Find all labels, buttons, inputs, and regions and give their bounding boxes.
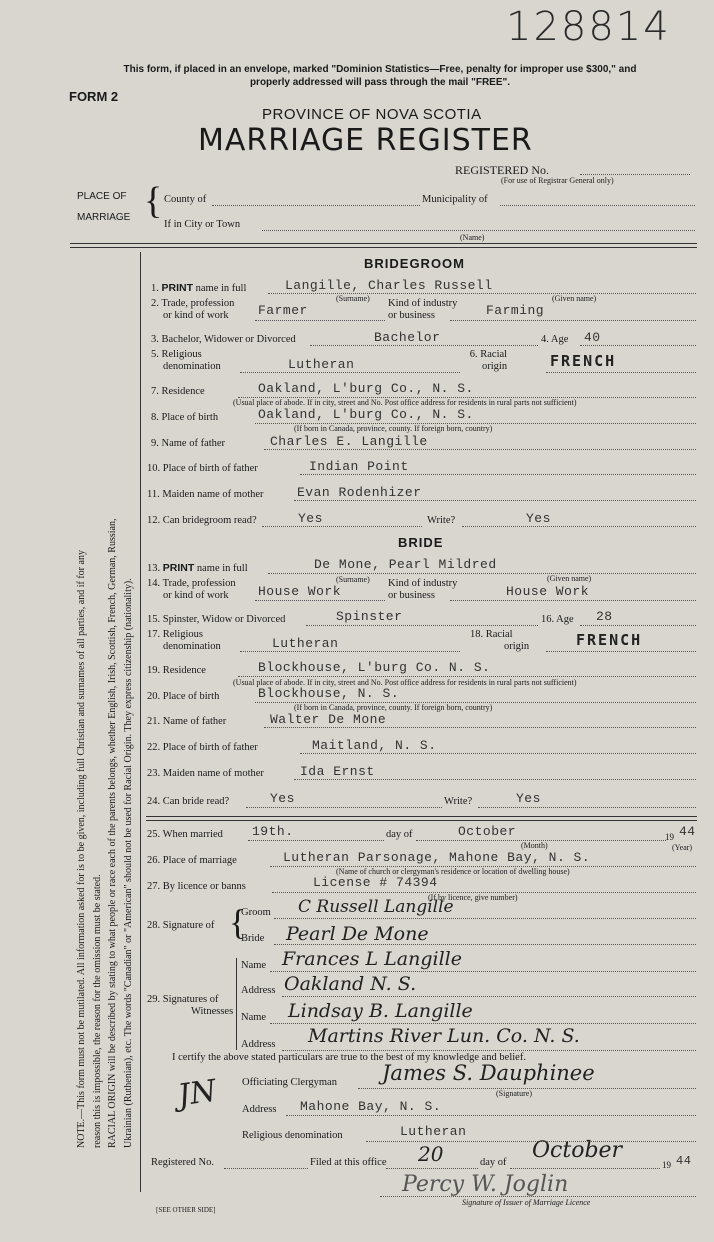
row-24-label	[147, 796, 229, 807]
row-12-number: 12.	[147, 515, 161, 526]
row-9-number: 9.	[151, 438, 159, 449]
side-note-line2: reason this is impossible, the reason for the omission must be stated.	[91, 874, 103, 1148]
bride-age-field	[580, 625, 696, 626]
witness1-address-field	[282, 996, 696, 997]
place-label-2: MARRIAGE	[77, 212, 131, 223]
row-6-label	[468, 349, 507, 373]
bride-birthplace: Blockhouse, N. S.	[258, 686, 400, 701]
residence-label: Residence	[161, 386, 205, 397]
mother-label: Maiden name of mother	[162, 489, 264, 500]
groom-name-field	[268, 293, 696, 294]
witness2-name-field	[270, 1023, 696, 1024]
city-field	[262, 230, 695, 231]
spinster-label: Spinster, Widow or Divorced	[162, 614, 286, 625]
row-18-number: 18.	[470, 629, 484, 640]
racial-label-2: origin	[482, 361, 508, 372]
row-14-number: 14.	[147, 578, 161, 589]
row-25-number: 25.	[147, 829, 161, 840]
witness1-address-label: Address	[241, 985, 276, 996]
bride-industry: House Work	[506, 584, 590, 599]
row-19-number: 19.	[147, 665, 161, 676]
birthplace-label: Place of birth	[161, 412, 219, 423]
registered-no-bottom-label: Registered No.	[151, 1157, 214, 1168]
groom-mother-field	[294, 500, 696, 501]
groom-religion-field	[240, 372, 460, 373]
row-26-number: 26.	[147, 855, 161, 866]
see-other-side: [SEE OTHER SIDE]	[156, 1206, 216, 1214]
marriage-place: Lutheran Parsonage, Mahone Bay, N. S.	[283, 850, 591, 865]
groom-age-field	[580, 345, 696, 346]
clergyman-address: Mahone Bay, N. S.	[300, 1099, 442, 1114]
row-19-label	[147, 665, 206, 676]
officiating-label: Officiating Clergyman	[242, 1077, 337, 1088]
bride-read: Yes	[270, 791, 295, 806]
section-bridegroom: BRIDEGROOM	[364, 256, 465, 271]
bride-religion: Lutheran	[272, 636, 339, 651]
row-16-label	[541, 614, 574, 625]
bride-industry-label-2: or business	[388, 590, 435, 601]
groom-trade: Farmer	[258, 303, 308, 318]
father-birth-label: Place of birth of father	[162, 463, 258, 474]
city-label: If in City or Town	[164, 219, 241, 230]
groom-surname-note: (Surname)	[336, 294, 370, 303]
month-note: (Month)	[521, 841, 548, 850]
groom-industry: Farming	[486, 303, 545, 318]
witness2-name-label: Name	[241, 1012, 267, 1023]
place-brace: {	[144, 180, 163, 222]
row-13-label	[147, 562, 248, 574]
signatures-label-2: Witnesses	[191, 1006, 234, 1017]
witness2-address-label: Address	[241, 1039, 276, 1050]
trade-label-1: Trade, profession	[161, 298, 235, 309]
filed-label: Filed at this office	[310, 1157, 387, 1168]
register-number: 128814	[506, 4, 671, 50]
licence-note: (If by licence, give number)	[428, 893, 518, 902]
row-27-label	[147, 881, 246, 892]
filed-day-field	[386, 1168, 478, 1169]
issuer-sig-field	[380, 1196, 696, 1197]
signatures-label-1: Signatures of	[162, 994, 219, 1005]
row-7-number: 7.	[151, 386, 159, 397]
mail-notice-line1: This form, if placed in an envelope, marked "Dominion Statistics—Free, penalty for improper use $300," and	[123, 64, 637, 75]
row-2-number: 2.	[151, 298, 159, 309]
bride-religious-label-2: denomination	[163, 641, 221, 652]
row-29-label	[147, 994, 233, 1018]
registrar-initials: JN	[175, 1073, 219, 1114]
registered-no-bottom-field	[224, 1168, 308, 1169]
bride-divider	[146, 816, 697, 821]
row-20-number: 20.	[147, 691, 161, 702]
row-26-label	[147, 855, 237, 866]
bride-industry-label-1: Kind of industry	[388, 578, 458, 589]
bride-racial-label-1: Racial	[485, 629, 513, 640]
bride-status-field	[306, 625, 538, 626]
filed-day-of-label: day of	[480, 1157, 507, 1168]
bride-residence: Blockhouse, L'burg Co. N. S.	[258, 660, 491, 675]
header-divider	[70, 243, 697, 248]
row-16-number: 16.	[541, 614, 555, 625]
row-22-label	[147, 742, 258, 753]
witness1-name-field	[270, 971, 696, 972]
bride-birthplace-label: Place of birth	[162, 691, 220, 702]
bride-father-birthplace: Maitland, N. S.	[312, 738, 437, 753]
row-1-label	[151, 282, 246, 294]
print-label-bride: PRINT	[162, 562, 195, 574]
row-6-number: 6.	[469, 349, 478, 360]
groom-father-birthplace: Indian Point	[309, 459, 409, 474]
bride-father-birth-label: Place of birth of father	[162, 742, 258, 753]
bride-religious-label-1: Religious	[162, 629, 204, 640]
bride-father-field	[264, 727, 696, 728]
row-12-label	[147, 515, 257, 526]
row-27-number: 27.	[147, 881, 161, 892]
row-18-label	[470, 629, 529, 653]
groom-mother: Evan Rodenhizer	[297, 485, 422, 500]
bride-racial-origin: FRENCH	[576, 631, 643, 649]
bride-birth-note: (If born in Canada, province, county. If foreign born, country)	[294, 703, 493, 712]
when-married-label: When married	[162, 829, 223, 840]
row-11-label	[147, 489, 264, 500]
page-title: MARRIAGE REGISTER	[198, 123, 533, 158]
groom-sig-label: Groom	[241, 907, 271, 918]
groom-father: Charles E. Langille	[270, 434, 428, 449]
side-note-line4: Ukrainian (Ruthenian), etc. The words "Canadian" or "American" should not be used for Racial Origin. They express citizenship (nationality).	[122, 578, 134, 1148]
row-4-number: 4.	[541, 334, 549, 345]
registered-no-label: REGISTERED No.	[455, 163, 549, 177]
side-note	[74, 328, 154, 1148]
marriage-day-field	[248, 840, 384, 841]
name-in-full-label-bride: name in full	[196, 563, 248, 574]
groom-birthplace: Oakland, L'burg Co., N. S.	[258, 407, 474, 422]
bride-father-label: Name of father	[162, 716, 227, 727]
groom-write-field	[462, 526, 696, 527]
row-15-number: 15.	[147, 614, 161, 625]
groom-read-field	[262, 526, 422, 527]
registrar-note: (For use of Registrar General only)	[501, 176, 614, 185]
bride-father-birth-field	[300, 753, 696, 754]
bride-industry-field	[450, 600, 696, 601]
side-note-line3: RACIAL ORIGIN will be described by stating to what people or race each of the parents belongs, whether English, Irish, Scottish, French, German, Russian,	[107, 518, 118, 1148]
filed-month: October	[532, 1138, 623, 1163]
row-22-number: 22.	[147, 742, 161, 753]
row-23-number: 23.	[147, 768, 161, 779]
row-9-label	[151, 438, 225, 449]
row-5-number: 5.	[151, 349, 159, 360]
groom-trade-field	[255, 320, 385, 321]
groom-sig-field	[274, 918, 696, 919]
bride-racial-field	[546, 651, 696, 652]
groom-religion: Lutheran	[288, 357, 355, 372]
section-bride: BRIDE	[398, 535, 444, 550]
witness2-name: Lindsay B. Langille	[288, 1000, 473, 1022]
groom-father-field	[264, 449, 696, 450]
bride-status: Spinster	[336, 609, 403, 624]
age-label: Age	[550, 334, 569, 345]
row-10-number: 10.	[147, 463, 161, 474]
place-of-marriage-label: Place of marriage	[162, 855, 237, 866]
filed-month-field	[510, 1168, 660, 1169]
groom-racial-field	[546, 372, 696, 373]
groom-signature: C Russell Langille	[298, 897, 454, 917]
groom-racial-origin: FRENCH	[550, 352, 617, 370]
bride-father: Walter De Mone	[270, 712, 387, 727]
row-10-label	[147, 463, 258, 474]
bride-residence-label: Residence	[162, 665, 206, 676]
bride-trade-label-2: or kind of work	[163, 590, 229, 601]
trade-label-2: or kind of work	[163, 310, 229, 321]
church-note: (Name of church or clergyman's residence or location of dwelling house)	[336, 867, 570, 876]
filed-day: 20	[418, 1142, 444, 1166]
row-24-number: 24.	[147, 796, 161, 807]
registered-no-field	[580, 174, 690, 175]
groom-write-label: Write?	[427, 515, 456, 526]
bride-write-field	[478, 807, 696, 808]
bride-residence-field	[238, 676, 696, 677]
groom-residence: Oakland, L'burg Co., N. S.	[258, 381, 474, 396]
bride-religion-field	[240, 651, 460, 652]
witness1-name: Frances L Langille	[282, 948, 462, 970]
father-label: Name of father	[161, 438, 226, 449]
name-in-full-label: name in full	[195, 283, 247, 294]
groom-status: Bachelor	[374, 330, 441, 345]
row-20-label	[147, 691, 219, 702]
bride-name: De Mone, Pearl Mildred	[314, 557, 497, 572]
groom-name: Langille, Charles Russell	[285, 278, 493, 293]
bachelor-label: Bachelor, Widower or Divorced	[161, 334, 296, 345]
bride-signature: Pearl De Mone	[286, 923, 429, 945]
bride-trade: House Work	[258, 584, 342, 599]
licence-number: License # 74394	[313, 875, 438, 890]
bride-trade-label-1: Trade, profession	[162, 578, 236, 589]
bride-write: Yes	[516, 791, 541, 806]
signature-of-label: Signature of	[162, 920, 215, 931]
province-heading: PROVINCE OF NOVA SCOTIA	[262, 106, 482, 123]
groom-industry-field	[450, 320, 696, 321]
mail-notice-line2: properly addressed will pass through the mail "FREE".	[249, 77, 511, 88]
bride-read-label: Can bride read?	[162, 796, 230, 807]
religious-denomination-label: Religious denomination	[242, 1130, 343, 1141]
row-3-number: 3.	[151, 334, 159, 345]
industry-label-2: or business	[388, 310, 435, 321]
religious-label-1: Religious	[161, 349, 202, 360]
bride-age: 28	[596, 609, 613, 624]
county-label: County of	[164, 194, 207, 205]
groom-age: 40	[584, 330, 601, 345]
groom-status-field	[310, 345, 538, 346]
form-label: FORM 2	[69, 89, 119, 104]
row-2-label	[151, 298, 234, 322]
witness2-address: Martins River Lun. Co. N. S.	[308, 1025, 580, 1047]
clergy-address-label: Address	[242, 1104, 277, 1115]
bride-write-label: Write?	[444, 796, 473, 807]
day-of-label: day of	[386, 829, 413, 840]
marriage-day: 19th.	[252, 824, 294, 839]
groom-read-label: Can bridegroom read?	[162, 515, 257, 526]
bride-surname-note: (Surname)	[336, 575, 370, 584]
row-25-label	[147, 829, 223, 840]
row-15-label	[147, 614, 285, 625]
place-label-1: PLACE OF	[77, 191, 127, 202]
groom-write: Yes	[526, 511, 551, 526]
row-17-number: 17.	[147, 629, 161, 640]
marriage-month: October	[458, 824, 517, 839]
name-note: (Name)	[460, 233, 485, 242]
row-21-label	[147, 716, 226, 727]
row-8-number: 8.	[151, 412, 159, 423]
groom-residence-note: (Usual place of abode. If in city, street and No. Post office address for residents in rural parts not sufficient)	[233, 398, 577, 407]
licence-label: By licence or banns	[162, 881, 246, 892]
religious-label-2: denomination	[163, 361, 221, 372]
bride-mother-label: Maiden name of mother	[162, 768, 264, 779]
county-field	[212, 205, 420, 206]
bride-mother-field	[294, 779, 696, 780]
bride-age-label: Age	[556, 614, 574, 625]
bride-sig-label: Bride	[241, 933, 265, 944]
groom-read: Yes	[298, 511, 323, 526]
side-note-rule	[140, 252, 141, 1192]
groom-industry-label	[388, 298, 457, 322]
groom-birth-note: (If born in Canada, province, county. If foreign born, country)	[294, 424, 493, 433]
bride-residence-note: (Usual place of abode. If in city, street and No. Post office address for residents in rural parts not sufficient)	[233, 678, 577, 687]
print-label: PRINT	[161, 282, 193, 294]
bride-trade-field	[255, 600, 385, 601]
groom-father-birth-field	[300, 474, 696, 475]
municipality-field	[500, 205, 695, 206]
groom-given-note: (Given name)	[552, 294, 597, 303]
witness-bracket	[236, 958, 237, 1050]
municipality-label: Municipality of	[422, 194, 488, 205]
marriage-year-suffix: 44	[679, 824, 696, 839]
row-3-label	[151, 334, 296, 345]
bride-read-field	[246, 807, 442, 808]
year-note: (Year)	[672, 843, 693, 852]
row-1-number: 1.	[151, 283, 159, 294]
row-14-label	[147, 578, 236, 602]
bride-racial-label-2: origin	[504, 641, 530, 652]
clergyman-signature: James S. Dauphinee	[382, 1061, 595, 1085]
witness1-address: Oakland N. S.	[284, 973, 417, 995]
witness1-name-label: Name	[241, 960, 267, 971]
row-17-label	[147, 629, 221, 653]
filed-year-prefix: 19	[662, 1160, 671, 1170]
row-13-number: 13.	[147, 563, 161, 574]
industry-label-1: Kind of industry	[388, 298, 458, 309]
witness2-address-field	[282, 1050, 696, 1051]
row-29-number: 29.	[147, 994, 161, 1005]
filed-year-suffix: 44	[676, 1154, 692, 1168]
issuer-note: Signature of Issuer of Marriage Licence	[462, 1198, 591, 1207]
row-23-label	[147, 768, 264, 779]
row-7-label	[151, 386, 205, 397]
bride-name-field	[268, 573, 696, 574]
certify-text: I certify the above stated particulars are true to the best of my knowledge and belief.	[172, 1052, 526, 1063]
signature-brace: {	[229, 902, 247, 942]
issuer-signature: Percy W. Joglin	[402, 1172, 569, 1197]
clergy-religion-field	[366, 1141, 696, 1142]
bride-mother: Ida Ernst	[300, 764, 375, 779]
bride-industry-label	[388, 578, 457, 602]
marriage-year-prefix: 19	[665, 832, 674, 842]
clergy-address-field	[286, 1115, 696, 1116]
row-21-number: 21.	[147, 716, 161, 727]
signature-note: (Signature)	[496, 1089, 532, 1098]
side-note-line1: NOTE.—This form must not be mutilated. All information asked for is to be given, including full Christian and surnames of all parties, and if for any	[76, 550, 87, 1148]
row-28-number: 28.	[147, 920, 161, 931]
row-11-number: 11.	[147, 489, 160, 500]
bride-given-note: (Given name)	[547, 574, 592, 583]
row-28-label	[147, 920, 214, 931]
clergyman-religion: Lutheran	[400, 1124, 467, 1139]
row-4-label	[541, 334, 568, 345]
row-8-label	[151, 412, 218, 423]
racial-label-1: Racial	[480, 349, 508, 360]
row-5-label	[151, 349, 221, 373]
